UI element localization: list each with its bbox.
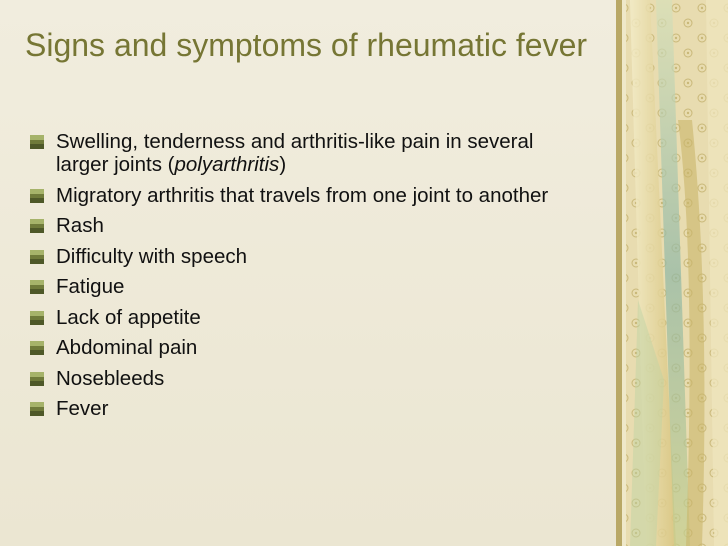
- list-item: [30, 306, 590, 329]
- list-item-text: Nosebleeds: [56, 366, 165, 390]
- list-item: [30, 397, 590, 420]
- list-item-text: Lack of appetite: [56, 305, 201, 329]
- list-item-italic: polyarthritis: [174, 153, 280, 176]
- list-item-text-after: ): [279, 153, 287, 176]
- list-item-text: Fever: [56, 397, 109, 420]
- square-bullet-icon: [30, 341, 44, 355]
- bullet-list: [30, 130, 590, 428]
- square-bullet-icon: [30, 219, 44, 233]
- list-item-text: Abdominal pain: [56, 336, 198, 359]
- list-item-text: Fatigue: [56, 275, 125, 298]
- square-bullet-icon: [30, 280, 44, 294]
- square-bullet-icon: [30, 311, 44, 325]
- square-bullet-icon: [30, 402, 44, 416]
- list-item-text: Rash: [56, 214, 104, 237]
- list-item: [30, 336, 590, 359]
- list-item: [30, 367, 590, 390]
- square-bullet-icon: [30, 135, 44, 149]
- list-item-text: Difficulty with speech: [56, 244, 248, 268]
- list-item: [30, 214, 590, 237]
- decorative-side-panel: [616, 0, 728, 546]
- list-item-text: Migratory arthritis that travels from one joint to another: [56, 183, 549, 207]
- list-item-text: Swelling, tenderness and arthritis-like pain in several larger joints (: [56, 130, 534, 176]
- list-item: [30, 130, 590, 176]
- list-item: [30, 245, 590, 268]
- square-bullet-icon: [30, 189, 44, 203]
- slide-title: Signs and symptoms of rheumatic fever: [25, 27, 588, 63]
- list-item: [30, 275, 590, 298]
- square-bullet-icon: [30, 372, 44, 386]
- square-bullet-icon: [30, 250, 44, 264]
- floral-pattern-icon: [616, 0, 728, 546]
- list-item: [30, 184, 590, 207]
